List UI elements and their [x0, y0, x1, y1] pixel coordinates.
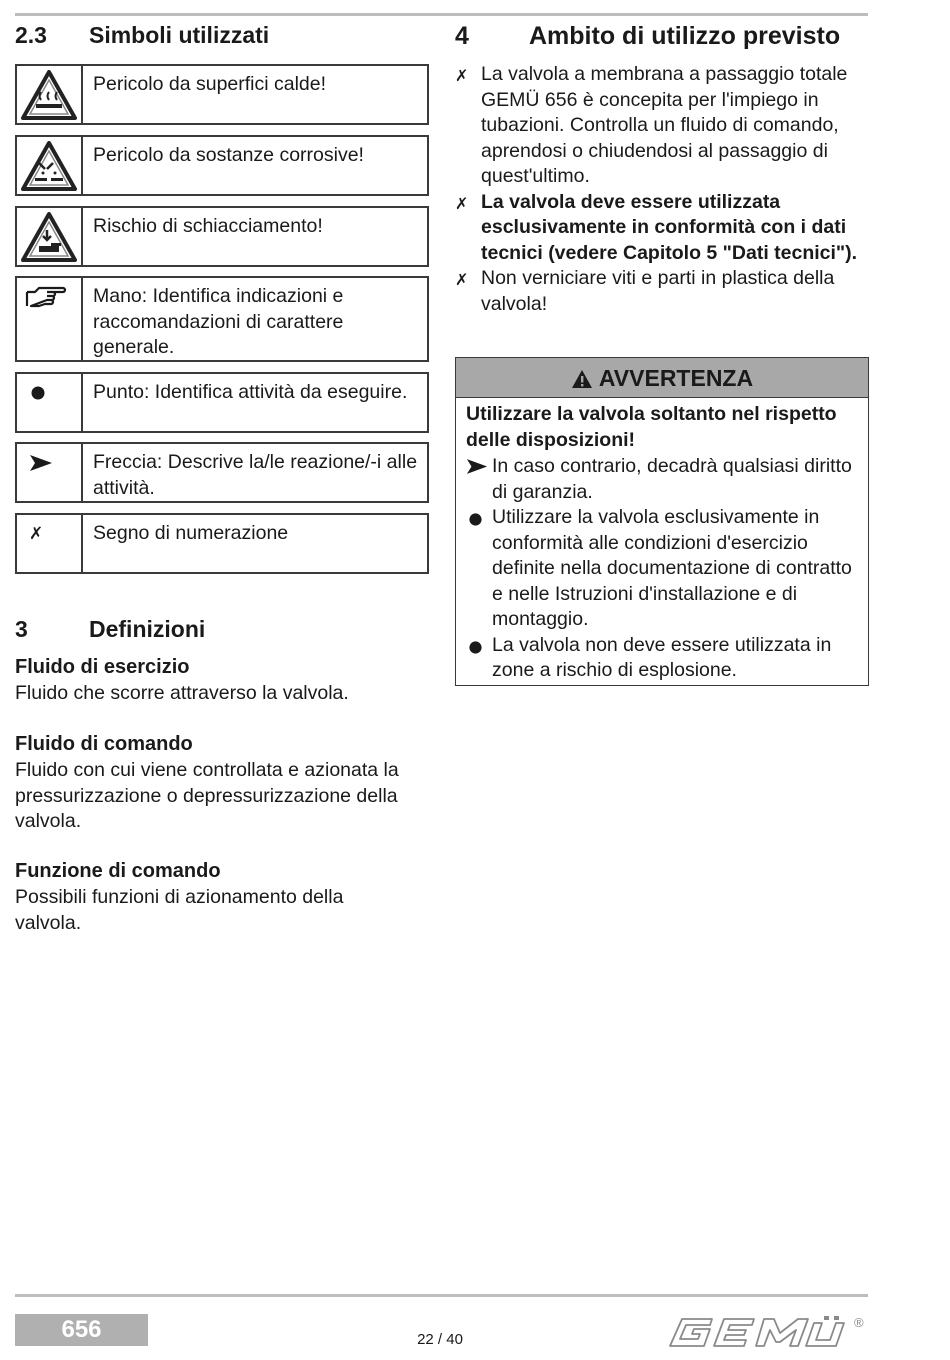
warning-box: [455, 357, 869, 686]
definition-text: Fluido che scorre attraverso la valvola.: [15, 682, 349, 704]
definition-text: Fluido con cui viene controllata e azionata la pressurizzazione o depressurizzazione della valvola.: [15, 759, 399, 832]
bottom-rule: [15, 1294, 868, 1297]
section-2-3-heading: [15, 22, 435, 52]
top-rule: [15, 13, 868, 16]
definition-term: Fluido di esercizio: [15, 656, 190, 678]
enumeration-mark-icon: ✗: [455, 272, 469, 289]
arrow-icon: [466, 458, 488, 475]
symbol-description: Freccia: Descrive la/le reazione/-i alle attività.: [93, 451, 418, 499]
warning-lead: Utilizzare la valvola soltanto nel rispetto delle disposizioni!: [466, 403, 837, 451]
definition-term: Funzione di comando: [15, 860, 221, 882]
symbol-description: Rischio di schiacciamento!: [93, 215, 323, 237]
enumeration-mark-icon: ✗: [455, 195, 469, 213]
list-item: ✗ La valvola a membrana a passaggio totale GEMÜ 656 è concepita per l'impiego in tubazioni. Controlla un fluido di comando, aprendosi o chiudendosi al passaggio di quest'ultimo.: [455, 63, 848, 187]
list-item: ✗ La valvola deve essere utilizzata esclusivamente in conformità con i dati tecnici (vedere Capitolo 5 "Dati tecnici").: [455, 190, 858, 264]
section-3-heading: [15, 616, 435, 646]
list-item: La valvola non deve essere utilizzata in zone a rischio di esplosione.: [466, 633, 861, 684]
symbol-description: Punto: Identifica attività da eseguire.: [93, 381, 408, 403]
gemu-logo: [668, 1313, 868, 1351]
symbol-row: [15, 372, 429, 433]
warning-header: [456, 358, 868, 398]
symbol-row: [15, 64, 429, 125]
hot-surface-warning-icon: [21, 70, 77, 120]
symbol-description: Segno di numerazione: [93, 522, 289, 544]
section-number: 2.3: [15, 22, 47, 48]
registered-mark: ®: [854, 1315, 864, 1330]
arrow-icon: [29, 454, 53, 472]
symbol-description: Mano: Identifica indicazioni e raccomandazioni di carattere generale.: [93, 285, 344, 358]
symbol-description: Pericolo da sostanze corrosive!: [93, 144, 364, 166]
crush-hazard-warning-icon: [21, 212, 77, 262]
list-item: Utilizzare la valvola esclusivamente in conformità alle condizioni d'esercizio definite nella documentazione di contratto e nelle Istruzioni d'installazione e di montaggio.: [466, 505, 861, 633]
section-4-heading: [455, 22, 869, 54]
definition-text: Possibili funzioni di azionamento della valvola.: [15, 886, 344, 934]
section-title: Simboli utilizzati: [89, 22, 270, 48]
symbol-row: [15, 513, 429, 574]
enumeration-mark-icon: ✗: [29, 524, 44, 543]
list-item: In caso contrario, decadrà qualsiasi diritto di garanzia.: [466, 454, 861, 505]
page-number: 22 / 40: [417, 1331, 463, 1348]
warning-title: AVVERTENZA: [598, 365, 754, 391]
symbol-row: [15, 276, 429, 362]
corrosive-warning-icon: [21, 141, 77, 191]
intended-use-list: [455, 62, 865, 317]
warning-triangle-icon: [571, 369, 593, 389]
enumeration-mark-icon: ✗: [455, 68, 469, 85]
section-title: Definizioni: [89, 616, 206, 642]
section-title: Ambito di utilizzo previsto: [529, 22, 841, 50]
symbol-row: [15, 206, 429, 267]
symbol-row: [15, 442, 429, 503]
dot-icon: [30, 385, 46, 401]
definition-term: Fluido di comando: [15, 733, 193, 755]
section-number: 3: [15, 616, 28, 642]
pointing-hand-icon: [25, 284, 67, 310]
list-item: ✗ Non verniciare viti e parti in plastica della valvola!: [455, 267, 835, 315]
dot-icon: [468, 640, 483, 655]
symbol-row: [15, 135, 429, 196]
section-number: 4: [455, 22, 469, 50]
symbol-description: Pericolo da superfici calde!: [93, 73, 327, 95]
dot-icon: [468, 512, 483, 527]
product-number-badge: 656: [15, 1314, 148, 1346]
warning-list: [466, 454, 861, 684]
